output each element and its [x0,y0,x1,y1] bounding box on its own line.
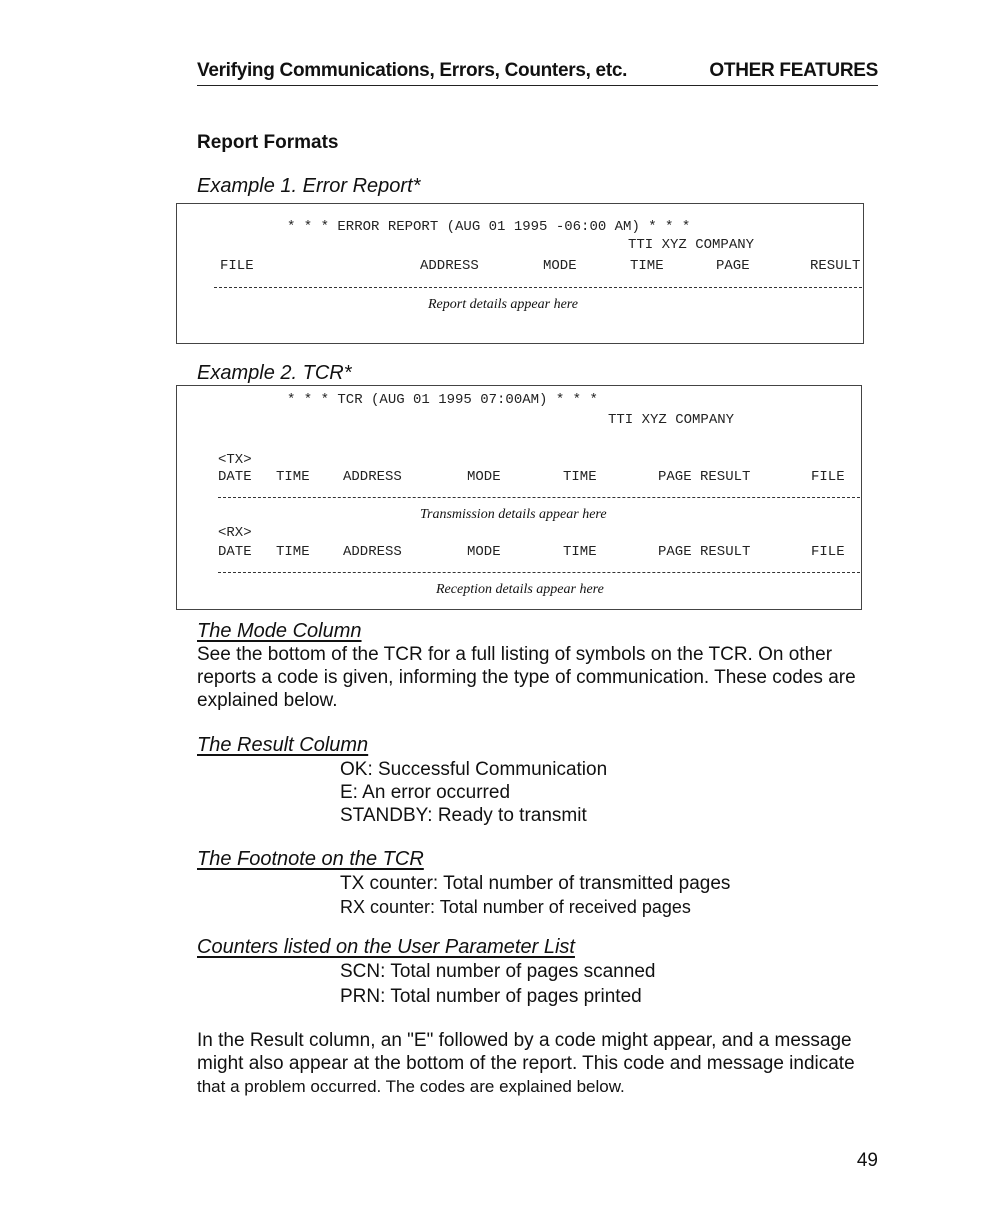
col-file: FILE [220,258,254,274]
rx-col-mode: MODE [467,544,501,560]
result-item: OK: Successful Communication [340,759,608,780]
tx-col-time: TIME [276,469,310,485]
tx-col-file: FILE [811,469,845,485]
tx-col-address: ADDRESS [343,469,402,485]
running-header-title: Verifying Communications, Errors, Counters, etc. [197,60,628,81]
running-header-section: OTHER FEATURES [709,60,878,81]
footnote-heading: The Footnote on the TCR [197,848,424,870]
rx-details: Reception details appear here [436,582,604,597]
counters-item: PRN: Total number of pages printed [340,986,642,1007]
mode-heading: The Mode Column [197,620,362,642]
footnote-item: TX counter: Total number of transmitted pages [340,873,731,894]
rx-col-time2: TIME [563,544,597,560]
tcr-company: TTI XYZ COMPANY [608,412,735,428]
rx-col-file: FILE [811,544,845,560]
footnote-item: RX counter: Total number of received pages [340,897,691,917]
rx-col-page-result: PAGE RESULT [658,544,751,560]
example2-label: Example 2. TCR* [197,362,352,384]
error-report-details: Report details appear here [428,297,578,312]
mode-line: See the bottom of the TCR for a full listing of symbols on the TCR. On other [197,644,833,665]
rx-label: <RX> [218,525,252,541]
tx-col-mode: MODE [467,469,501,485]
tx-col-time2: TIME [563,469,597,485]
col-result: RESULT [810,258,861,274]
mode-line: explained below. [197,690,338,711]
divider [214,287,862,288]
col-page: PAGE [716,258,750,274]
header-rule [197,85,878,86]
col-time: TIME [630,258,664,274]
page-number: 49 [856,1150,878,1171]
rx-col-address: ADDRESS [343,544,402,560]
closing-line: In the Result column, an "E" followed by a code might appear, and a message [197,1030,852,1051]
result-heading: The Result Column [197,734,369,756]
mode-line: reports a code is given, informing the type of communication. These codes are [197,667,856,688]
closing-line: that a problem occurred. The codes are explained below. [197,1077,625,1096]
divider [218,572,860,573]
tx-label: <TX> [218,452,252,468]
col-address: ADDRESS [420,258,479,274]
example1-label: Example 1. Error Report* [197,175,421,197]
col-mode: MODE [543,258,577,274]
result-item: STANDBY: Ready to transmit [340,805,587,826]
counters-item: SCN: Total number of pages scanned [340,961,656,982]
rx-col-date: DATE [218,544,252,560]
section-title: Report Formats [197,132,339,153]
tx-col-date: DATE [218,469,252,485]
tx-col-page-result: PAGE RESULT [658,469,751,485]
divider [218,497,860,498]
rx-col-time: TIME [276,544,310,560]
closing-line: might also appear at the bottom of the report. This code and message indicate [197,1053,855,1074]
error-report-heading: * * * ERROR REPORT (AUG 01 1995 -06:00 AM) * * * [287,219,691,235]
tx-details: Transmission details appear here [420,507,607,522]
result-item: E: An error occurred [340,782,511,803]
error-report-company: TTI XYZ COMPANY [628,237,755,253]
tcr-heading: * * * TCR (AUG 01 1995 07:00AM) * * * [287,392,598,408]
counters-heading: Counters listed on the User Parameter List [197,936,575,958]
